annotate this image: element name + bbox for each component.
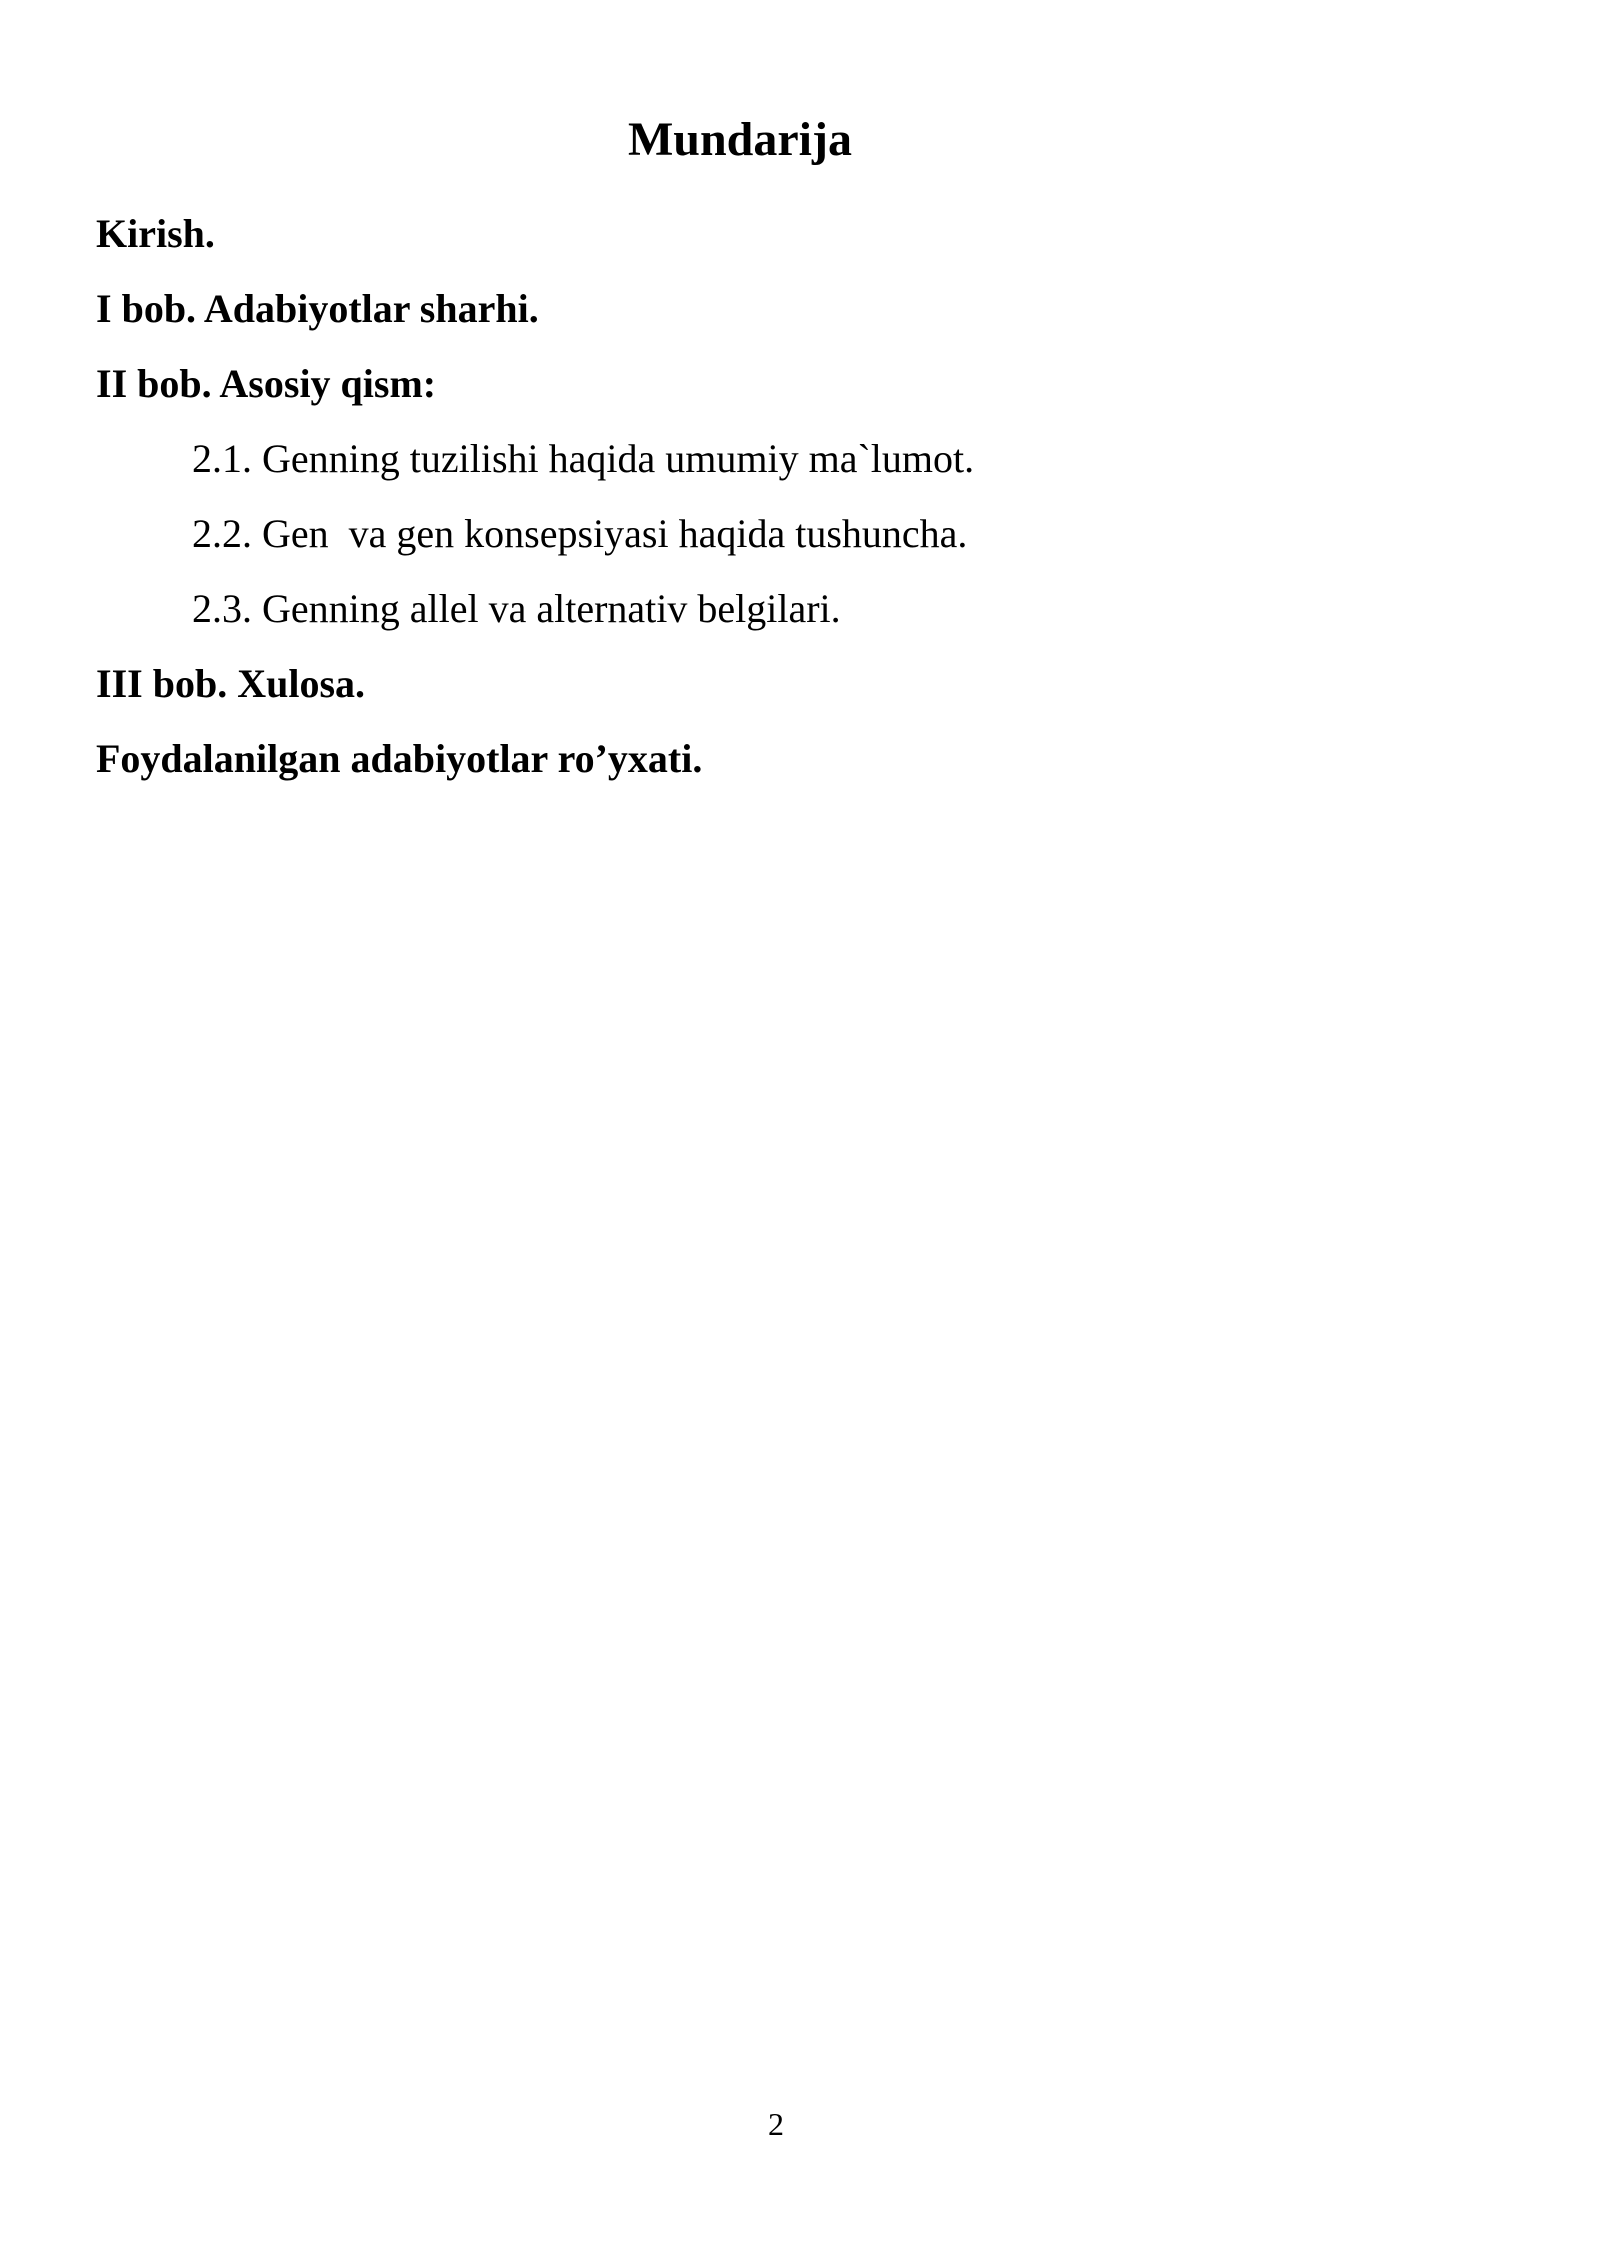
toc-entry-section-2-3: 2.3. Genning allel va alternativ belgilari. — [192, 586, 841, 631]
table-of-contents — [96, 196, 1496, 796]
toc-entry-section-2-2: 2.2. Gen va gen konsepsiyasi haqida tushuncha. — [192, 511, 968, 556]
toc-entry-references: Foydalanilgan adabiyotlar ro’yxati. — [96, 736, 703, 781]
toc-entry-chapter-3: III bob. Xulosa. — [96, 661, 366, 706]
toc-title: Mundarija — [627, 113, 852, 166]
toc-entry-section-2-1: 2.1. Genning tuzilishi haqida umumiy ma`lumot. — [192, 436, 975, 481]
toc-entry-introduction: Kirish. — [96, 211, 215, 256]
page-number: 2 — [768, 2106, 784, 2142]
toc-entry-chapter-1: I bob. Adabiyotlar sharhi. — [96, 286, 539, 331]
toc-entry-chapter-2: II bob. Asosiy qism: — [96, 361, 437, 406]
